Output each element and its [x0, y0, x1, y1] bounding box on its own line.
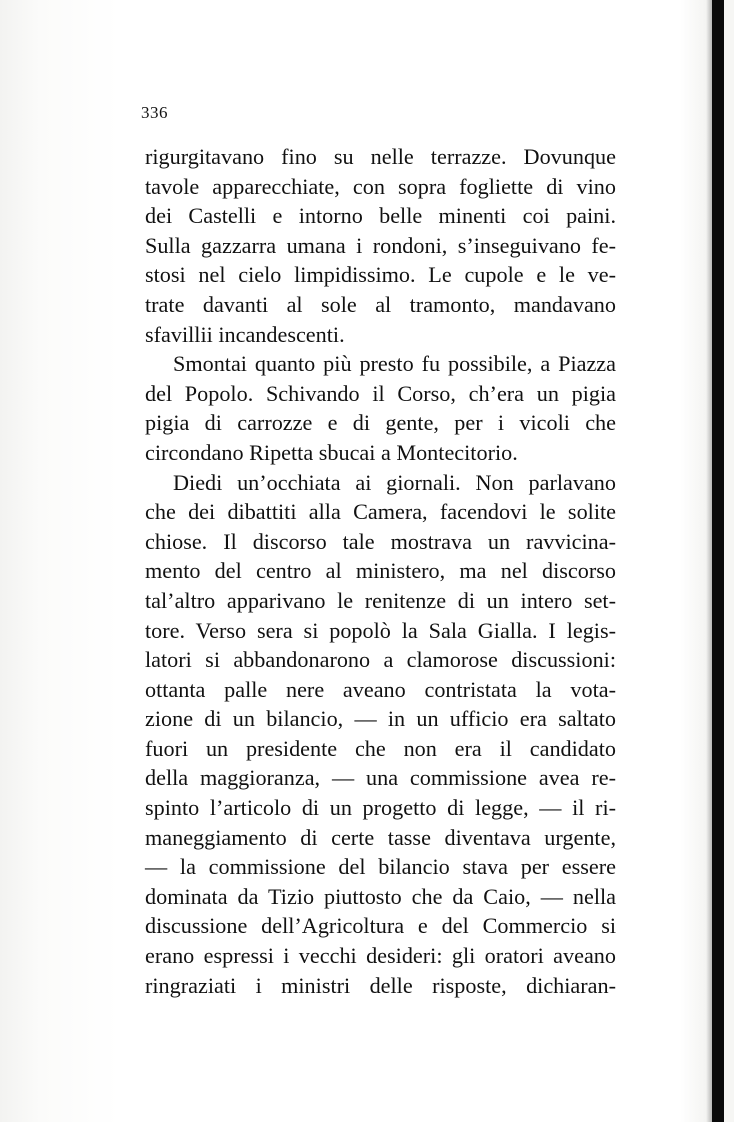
body-text — [145, 142, 616, 1000]
page-number: 336 — [141, 103, 168, 122]
text-line: maneggiamento di certe tasse diventava urgente, — [145, 824, 616, 850]
text-line: tavole apparecchiate, con sopra fogliette di vino — [145, 173, 616, 199]
text-line: pigia di carrozze e di gente, per i vicoli che — [145, 410, 616, 436]
text-line: mento del centro al ministero, ma nel discorso — [145, 558, 616, 584]
text-line: dei Castelli e intorno belle minenti coi paini. — [145, 203, 616, 229]
text-line: ottanta palle nere aveano contristata la vota- — [145, 676, 616, 702]
text-line: Sulla gazzarra umana i rondoni, s’inseguivano fe- — [145, 232, 616, 258]
text-line: che dei dibattiti alla Camera, facendovi le solite — [145, 499, 616, 525]
text-line: tal’altro apparivano le renitenze di un intero set- — [145, 587, 616, 613]
text-line: fuori un presidente che non era il candidato — [145, 735, 616, 761]
text-line: sfavillii incandescenti. — [145, 321, 345, 347]
text-line: tore. Verso sera si popolò la Sala Gialla. I legis- — [145, 617, 616, 643]
text-line: dominata da Tizio piuttosto che da Caio, — nella — [145, 883, 616, 909]
text-line: trate davanti al sole al tramonto, mandavano — [145, 291, 616, 317]
text-line: rigurgitavano fino su nelle terrazze. Dovunque — [145, 144, 616, 169]
text-line: zione di un bilancio, — in un ufficio era saltato — [145, 706, 616, 732]
text-line: stosi nel cielo limpidissimo. Le cupole e le ve- — [145, 262, 616, 288]
text-line: Smontai quanto più presto fu possibile, a Piazza — [173, 351, 616, 377]
text-line: erano espressi i vecchi desideri: gli oratori aveano — [145, 943, 616, 969]
book-spine-edge — [712, 0, 724, 1122]
text-line: spinto l’articolo di un progetto di legge, — il ri- — [145, 795, 616, 821]
text-line: ringraziati i ministri delle risposte, dichiaran- — [145, 972, 616, 998]
text-line: latori si abbandonarono a clamorose discussioni: — [145, 647, 616, 673]
text-line: della maggioranza, — una commissione avea re- — [145, 765, 616, 791]
text-line: chiose. Il discorso tale mostrava un ravvicina- — [145, 528, 616, 554]
text-line: — la commissione del bilancio stava per essere — [145, 854, 616, 880]
text-line: del Popolo. Schivando il Corso, ch’era un pigia — [145, 380, 616, 406]
text-line: circondano Ripetta sbucai a Montecitorio. — [145, 439, 518, 465]
text-line: Diedi un’occhiata ai giornali. Non parlavano — [173, 469, 616, 495]
next-page-edge — [724, 0, 734, 1122]
text-line: discussione dell’Agricoltura e del Commercio si — [145, 913, 616, 939]
